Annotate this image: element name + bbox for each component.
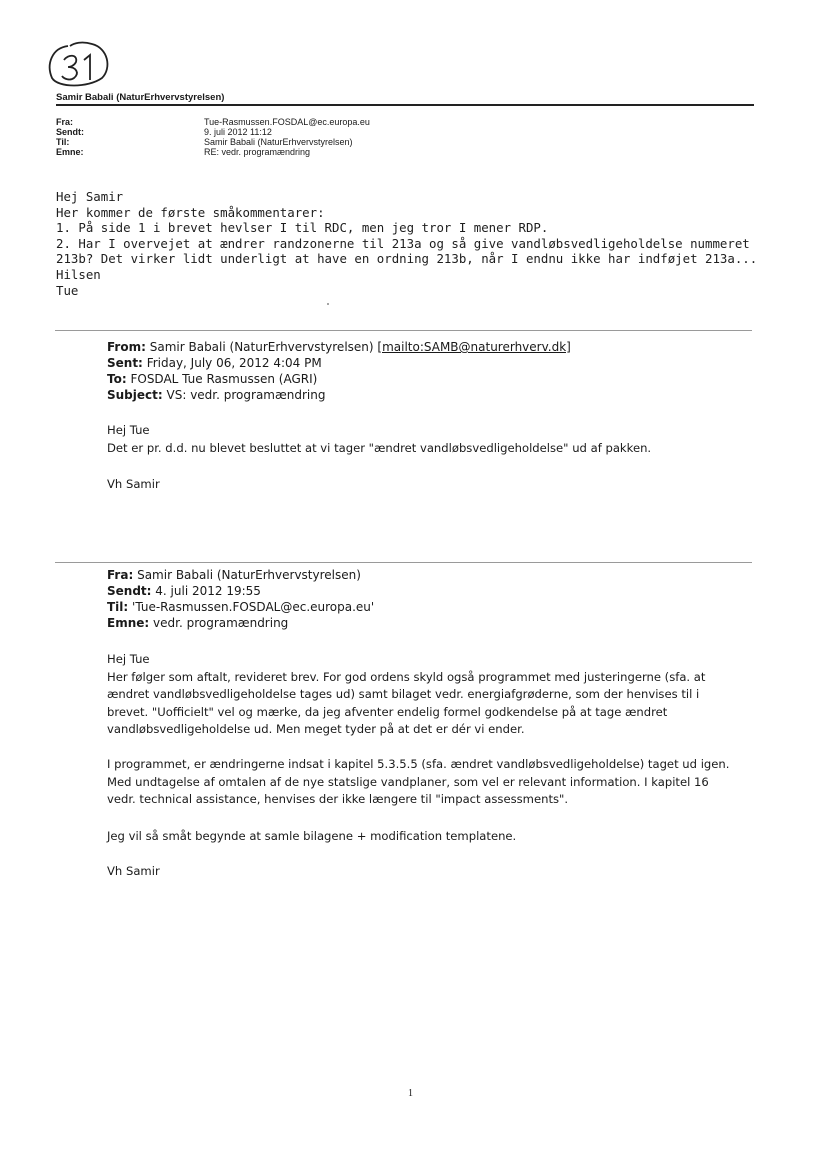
quote1-from-value: Samir Babali (NaturErhvervstyrelsen) xyxy=(149,340,374,354)
handwritten-31-mark xyxy=(46,40,112,90)
quote1-to-value: FOSDAL Tue Rasmussen (AGRI) xyxy=(130,372,318,386)
quote2-subject-row xyxy=(107,615,288,631)
quote1-divider xyxy=(55,330,752,331)
quote2-paragraph-2 xyxy=(107,756,757,809)
quote1-signoff: Vh Samir xyxy=(107,477,160,491)
quote1-sent-value: Friday, July 06, 2012 4:04 PM xyxy=(146,356,322,370)
quote2-signoff: Vh Samir xyxy=(107,864,160,878)
reply-line: Hej Samir xyxy=(56,189,124,204)
quote2-line: ændret vandløbsvedligeholdelse tages ud) samt bilaget vedr. energiafgrøderne, som der henvises til i xyxy=(107,687,700,702)
reply-line: 2. Har I overvejet at ændrer randzonerne til 213a og så give vandløbsvedligeholdelse nummeret xyxy=(56,235,750,251)
reply-line: Hilsen xyxy=(56,266,101,282)
quote1-line: Det er pr. d.d. nu blevet besluttet at vi tager "ændret vandløbsvedligeholdelse" ud af pakken. xyxy=(107,440,652,455)
reply-body xyxy=(56,189,776,298)
quote2-line: vedr. technical assistance, henvises der ikke længere til "impact assessments". xyxy=(107,792,569,807)
quote1-line: Hej Tue xyxy=(107,423,150,437)
quote1-to-label: To: xyxy=(107,372,127,386)
quote2-paragraph-1 xyxy=(107,651,757,739)
reply-line: Tue xyxy=(56,282,79,298)
quote1-mailto-link[interactable]: [mailto:SAMB@naturerhverv.dk] xyxy=(377,340,571,354)
quote2-line: Med undtagelse af omtalen af de nye statslige vandplaner, som vel er relevant information. I kapitel 16 xyxy=(107,774,709,789)
quote2-sent-label: Sendt: xyxy=(107,584,152,598)
quote2-paragraph-3: Jeg vil så småt begynde at samle bilagene + modification templatene. xyxy=(107,829,517,843)
page-number: 1 xyxy=(408,1088,413,1099)
quote1-subject-value: VS: vedr. programændring xyxy=(166,388,326,402)
quote2-from-row xyxy=(107,567,361,583)
quote2-to-label: Til: xyxy=(107,600,129,614)
to-value: Samir Babali (NaturErhvervstyrelsen) xyxy=(204,137,353,147)
quote1-subject-row xyxy=(107,387,325,403)
subject-value: RE: vedr. programændring xyxy=(204,147,311,157)
quote2-line: Her følger som aftalt, revideret brev. For god ordens skyld også programmet med justeringerne (sfa. at xyxy=(107,669,706,684)
quote2-sent-value: 4. juli 2012 19:55 xyxy=(155,584,261,598)
stray-dot xyxy=(327,303,329,305)
to-label: Til: xyxy=(56,137,70,147)
reply-line: 213b? Det virker lidt underligt at have en ordning 213b, når I endnu ikke har indføjet 213a... xyxy=(56,251,758,267)
quote1-sent-row xyxy=(107,355,322,371)
quote2-divider xyxy=(55,562,752,563)
quote1-from-row xyxy=(107,339,571,355)
quote2-line: I programmet, er ændringerne indsat i kapitel 5.3.5.5 (sfa. ændret vandløbsvedligeholdelse) taget ud igen. xyxy=(107,757,730,771)
reply-line: 1. På side 1 i brevet hevlser I til RDC, men jeg tror I mener RDP. xyxy=(56,220,549,236)
quote1-subject-label: Subject: xyxy=(107,388,163,402)
quote1-body xyxy=(107,422,757,457)
subject-label: Emne: xyxy=(56,147,84,157)
quote2-sent-row xyxy=(107,583,261,599)
from-label: Fra: xyxy=(56,117,74,127)
quote2-from-value: Samir Babali (NaturErhvervstyrelsen) xyxy=(137,568,361,582)
from-value: Tue-Rasmussen.FOSDAL@ec.europa.eu xyxy=(204,117,370,127)
quote2-to-value: 'Tue-Rasmussen.FOSDAL@ec.europa.eu' xyxy=(132,600,375,614)
header-divider xyxy=(56,104,754,106)
quote2-line: vandløbsvedligeholdelse ud. Men meget tyder på at det er dér vi ender. xyxy=(107,722,525,737)
quote2-line: Hej Tue xyxy=(107,652,150,666)
quote1-from-label: From: xyxy=(107,340,146,354)
quote2-line: brevet. "Uofficielt" vel og mærke, da jeg afventer endelig formel godkendelse på at tage ændret xyxy=(107,704,668,719)
quote2-to-row xyxy=(107,599,374,615)
sender-name: Samir Babali (NaturErhvervstyrelsen) xyxy=(56,92,225,103)
quote2-subject-label: Emne: xyxy=(107,616,150,630)
handwritten-page-mark xyxy=(46,40,112,90)
quote2-subject-value: vedr. programændring xyxy=(153,616,289,630)
quote1-to-row xyxy=(107,371,317,387)
reply-line: Her kommer de første småkommentarer: xyxy=(56,204,325,220)
quote2-from-label: Fra: xyxy=(107,568,134,582)
sent-label: Sendt: xyxy=(56,127,84,137)
sent-value: 9. juli 2012 11:12 xyxy=(204,127,272,137)
quote1-sent-label: Sent: xyxy=(107,356,143,370)
